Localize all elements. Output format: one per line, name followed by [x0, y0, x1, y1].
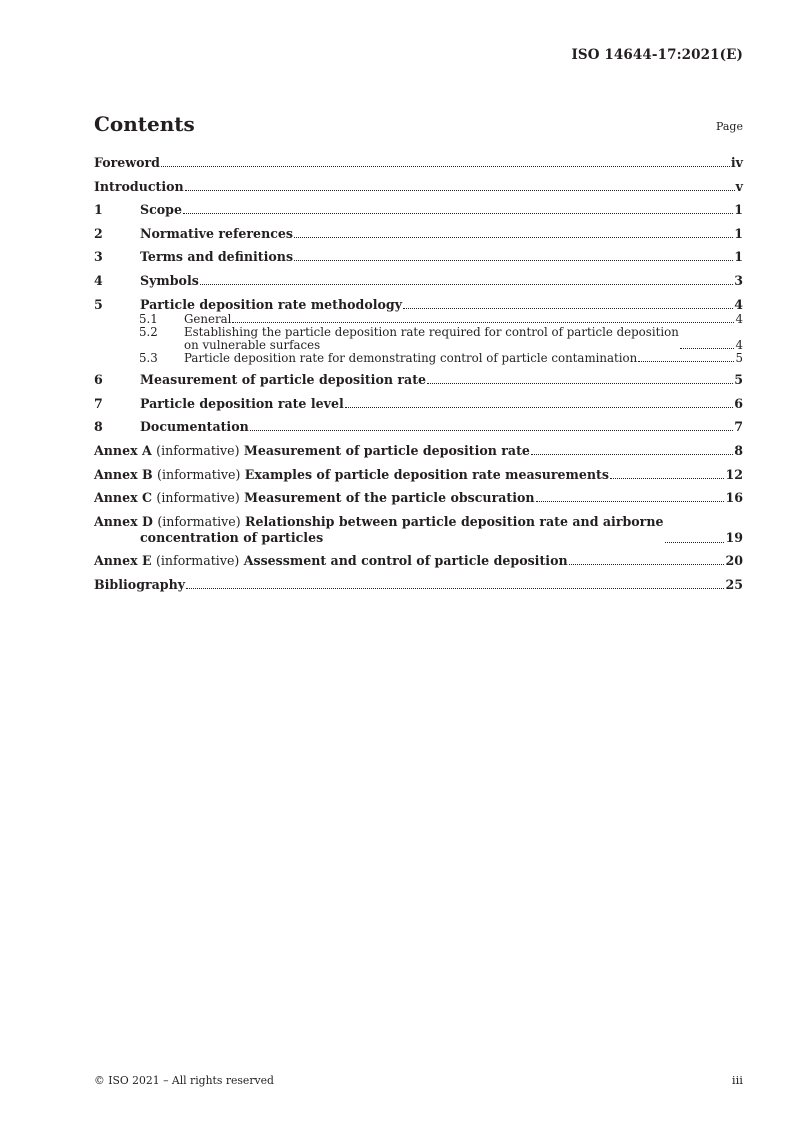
toc-title: General	[184, 311, 232, 326]
toc-entry-documentation[interactable]	[94, 419, 743, 435]
dot-leader	[638, 361, 734, 362]
dot-leader	[610, 478, 725, 479]
toc-entry-annex-b[interactable]	[94, 467, 743, 483]
toc-entry-annex-c[interactable]	[94, 490, 743, 506]
toc-title: Scope	[140, 202, 182, 218]
toc-title-line: concentration of particles	[140, 529, 324, 545]
toc-number: 5	[94, 296, 103, 312]
document-id: ISO 14644-17:2021(E)	[571, 47, 743, 63]
toc-entry-introduction[interactable]	[94, 179, 743, 195]
annex-title: Measurement of particle deposition rate	[243, 442, 530, 458]
annex-label: Annex A	[94, 442, 152, 458]
toc-title: Particle deposition rate for demonstrating control of particle contamination	[184, 350, 638, 365]
toc-page: 1	[734, 202, 743, 218]
toc-page: 4	[735, 311, 743, 326]
toc-entry-establishing[interactable]	[94, 326, 743, 352]
toc-entry-demonstrating-control[interactable]	[94, 352, 743, 365]
dot-leader	[427, 383, 733, 384]
dot-leader	[680, 348, 735, 349]
dot-leader	[403, 308, 733, 309]
toc-entry-symbols[interactable]	[94, 273, 743, 289]
toc-title: Bibliography	[94, 576, 186, 592]
toc-number: 1	[94, 202, 103, 218]
dot-leader	[185, 190, 735, 191]
toc-number: 3	[94, 249, 103, 265]
dot-leader	[186, 588, 724, 589]
dot-leader	[294, 237, 733, 238]
toc-title	[94, 467, 609, 483]
dot-leader	[161, 166, 730, 167]
dot-leader	[531, 454, 733, 455]
toc-entry-annex-e[interactable]	[94, 553, 743, 569]
toc-page: 1	[734, 249, 743, 265]
toc-number: 8	[94, 419, 103, 435]
annex-title: Examples of particle deposition rate measurements	[244, 466, 609, 482]
annex-kind: (informative)	[156, 442, 240, 458]
toc-entry-normative-references[interactable]	[94, 226, 743, 242]
toc-page: v	[735, 178, 743, 194]
toc-title: Particle deposition rate methodology	[140, 296, 403, 312]
table-of-contents	[94, 155, 743, 601]
toc-title	[184, 326, 679, 352]
toc-title: Introduction	[94, 178, 184, 194]
toc-page: 5	[734, 372, 743, 388]
toc-number: 5.2	[139, 324, 158, 339]
toc-page: 4	[735, 337, 743, 352]
toc-title	[94, 553, 568, 569]
annex-kind: (informative)	[156, 490, 240, 506]
toc-title: Particle deposition rate level	[140, 395, 344, 411]
toc-page: iv	[730, 155, 743, 170]
toc-title	[94, 490, 535, 506]
annex-label: Annex C	[94, 490, 153, 506]
toc-title-line	[94, 514, 664, 530]
toc-page: 5	[735, 350, 743, 365]
toc-page: 20	[725, 553, 743, 569]
toc-title: Terms and definitions	[140, 249, 294, 265]
toc-entry-measurement[interactable]	[94, 372, 743, 388]
toc-number: 7	[94, 395, 103, 411]
toc-entry-annex-d[interactable]	[94, 514, 743, 546]
toc-title: Measurement of particle deposition rate	[140, 372, 427, 388]
toc-entry-foreword[interactable]	[94, 155, 743, 171]
toc-entry-bibliography[interactable]	[94, 577, 743, 593]
annex-kind: (informative)	[157, 513, 241, 529]
toc-page: 16	[725, 490, 743, 506]
page-number: iii	[731, 1073, 743, 1087]
dot-leader	[665, 542, 725, 543]
dot-leader	[250, 430, 733, 431]
dot-leader	[345, 407, 733, 408]
toc-page: 8	[734, 442, 743, 458]
toc-number: 5.1	[139, 311, 158, 326]
dot-leader	[183, 213, 733, 214]
toc-page: 25	[725, 576, 743, 592]
toc-page: 7	[734, 419, 743, 435]
toc-number: 4	[94, 272, 103, 288]
toc-entry-annex-a[interactable]	[94, 443, 743, 459]
toc-title	[94, 443, 530, 459]
toc-entry-methodology[interactable]	[94, 297, 743, 313]
annex-title: Relationship between particle deposition rate and airborne	[245, 513, 664, 529]
annex-kind: (informative)	[155, 553, 240, 569]
toc-page: 1	[734, 225, 743, 241]
annex-title: Assessment and control of particle deposition	[243, 553, 568, 569]
dot-leader	[536, 501, 725, 502]
toc-title: Symbols	[140, 272, 199, 288]
copyright-notice: © ISO 2021 – All rights reserved	[94, 1074, 274, 1087]
toc-number: 5.3	[139, 350, 158, 365]
toc-entry-level[interactable]	[94, 396, 743, 412]
toc-page: 19	[725, 529, 743, 545]
toc-title-line: Establishing the particle deposition rate required for control of particle deposition	[184, 324, 679, 339]
toc-page: 12	[725, 466, 743, 482]
toc-entry-general[interactable]	[94, 313, 743, 326]
annex-label: Annex D	[94, 513, 153, 529]
contents-title: Contents	[94, 112, 195, 136]
toc-number: 2	[94, 225, 103, 241]
dot-leader	[294, 260, 733, 261]
annex-kind: (informative)	[157, 466, 241, 482]
toc-entry-scope[interactable]	[94, 202, 743, 218]
toc-title: Foreword	[94, 155, 160, 170]
toc-title-line: on vulnerable surfaces	[184, 337, 321, 352]
annex-label: Annex E	[94, 553, 152, 569]
toc-page: 4	[734, 296, 743, 312]
dot-leader	[569, 564, 725, 565]
annex-title: Measurement of the particle obscuration	[244, 490, 535, 506]
toc-title	[94, 514, 664, 546]
toc-title: Normative references	[140, 225, 294, 241]
dot-leader	[232, 322, 734, 323]
toc-number: 6	[94, 372, 103, 388]
page-column-label: Page	[715, 120, 743, 133]
annex-label: Annex B	[94, 466, 153, 482]
toc-page: 6	[734, 395, 743, 411]
dot-leader	[200, 284, 733, 285]
toc-entry-terms-definitions[interactable]	[94, 249, 743, 265]
toc-page: 3	[734, 272, 743, 288]
toc-title: Documentation	[140, 419, 249, 435]
